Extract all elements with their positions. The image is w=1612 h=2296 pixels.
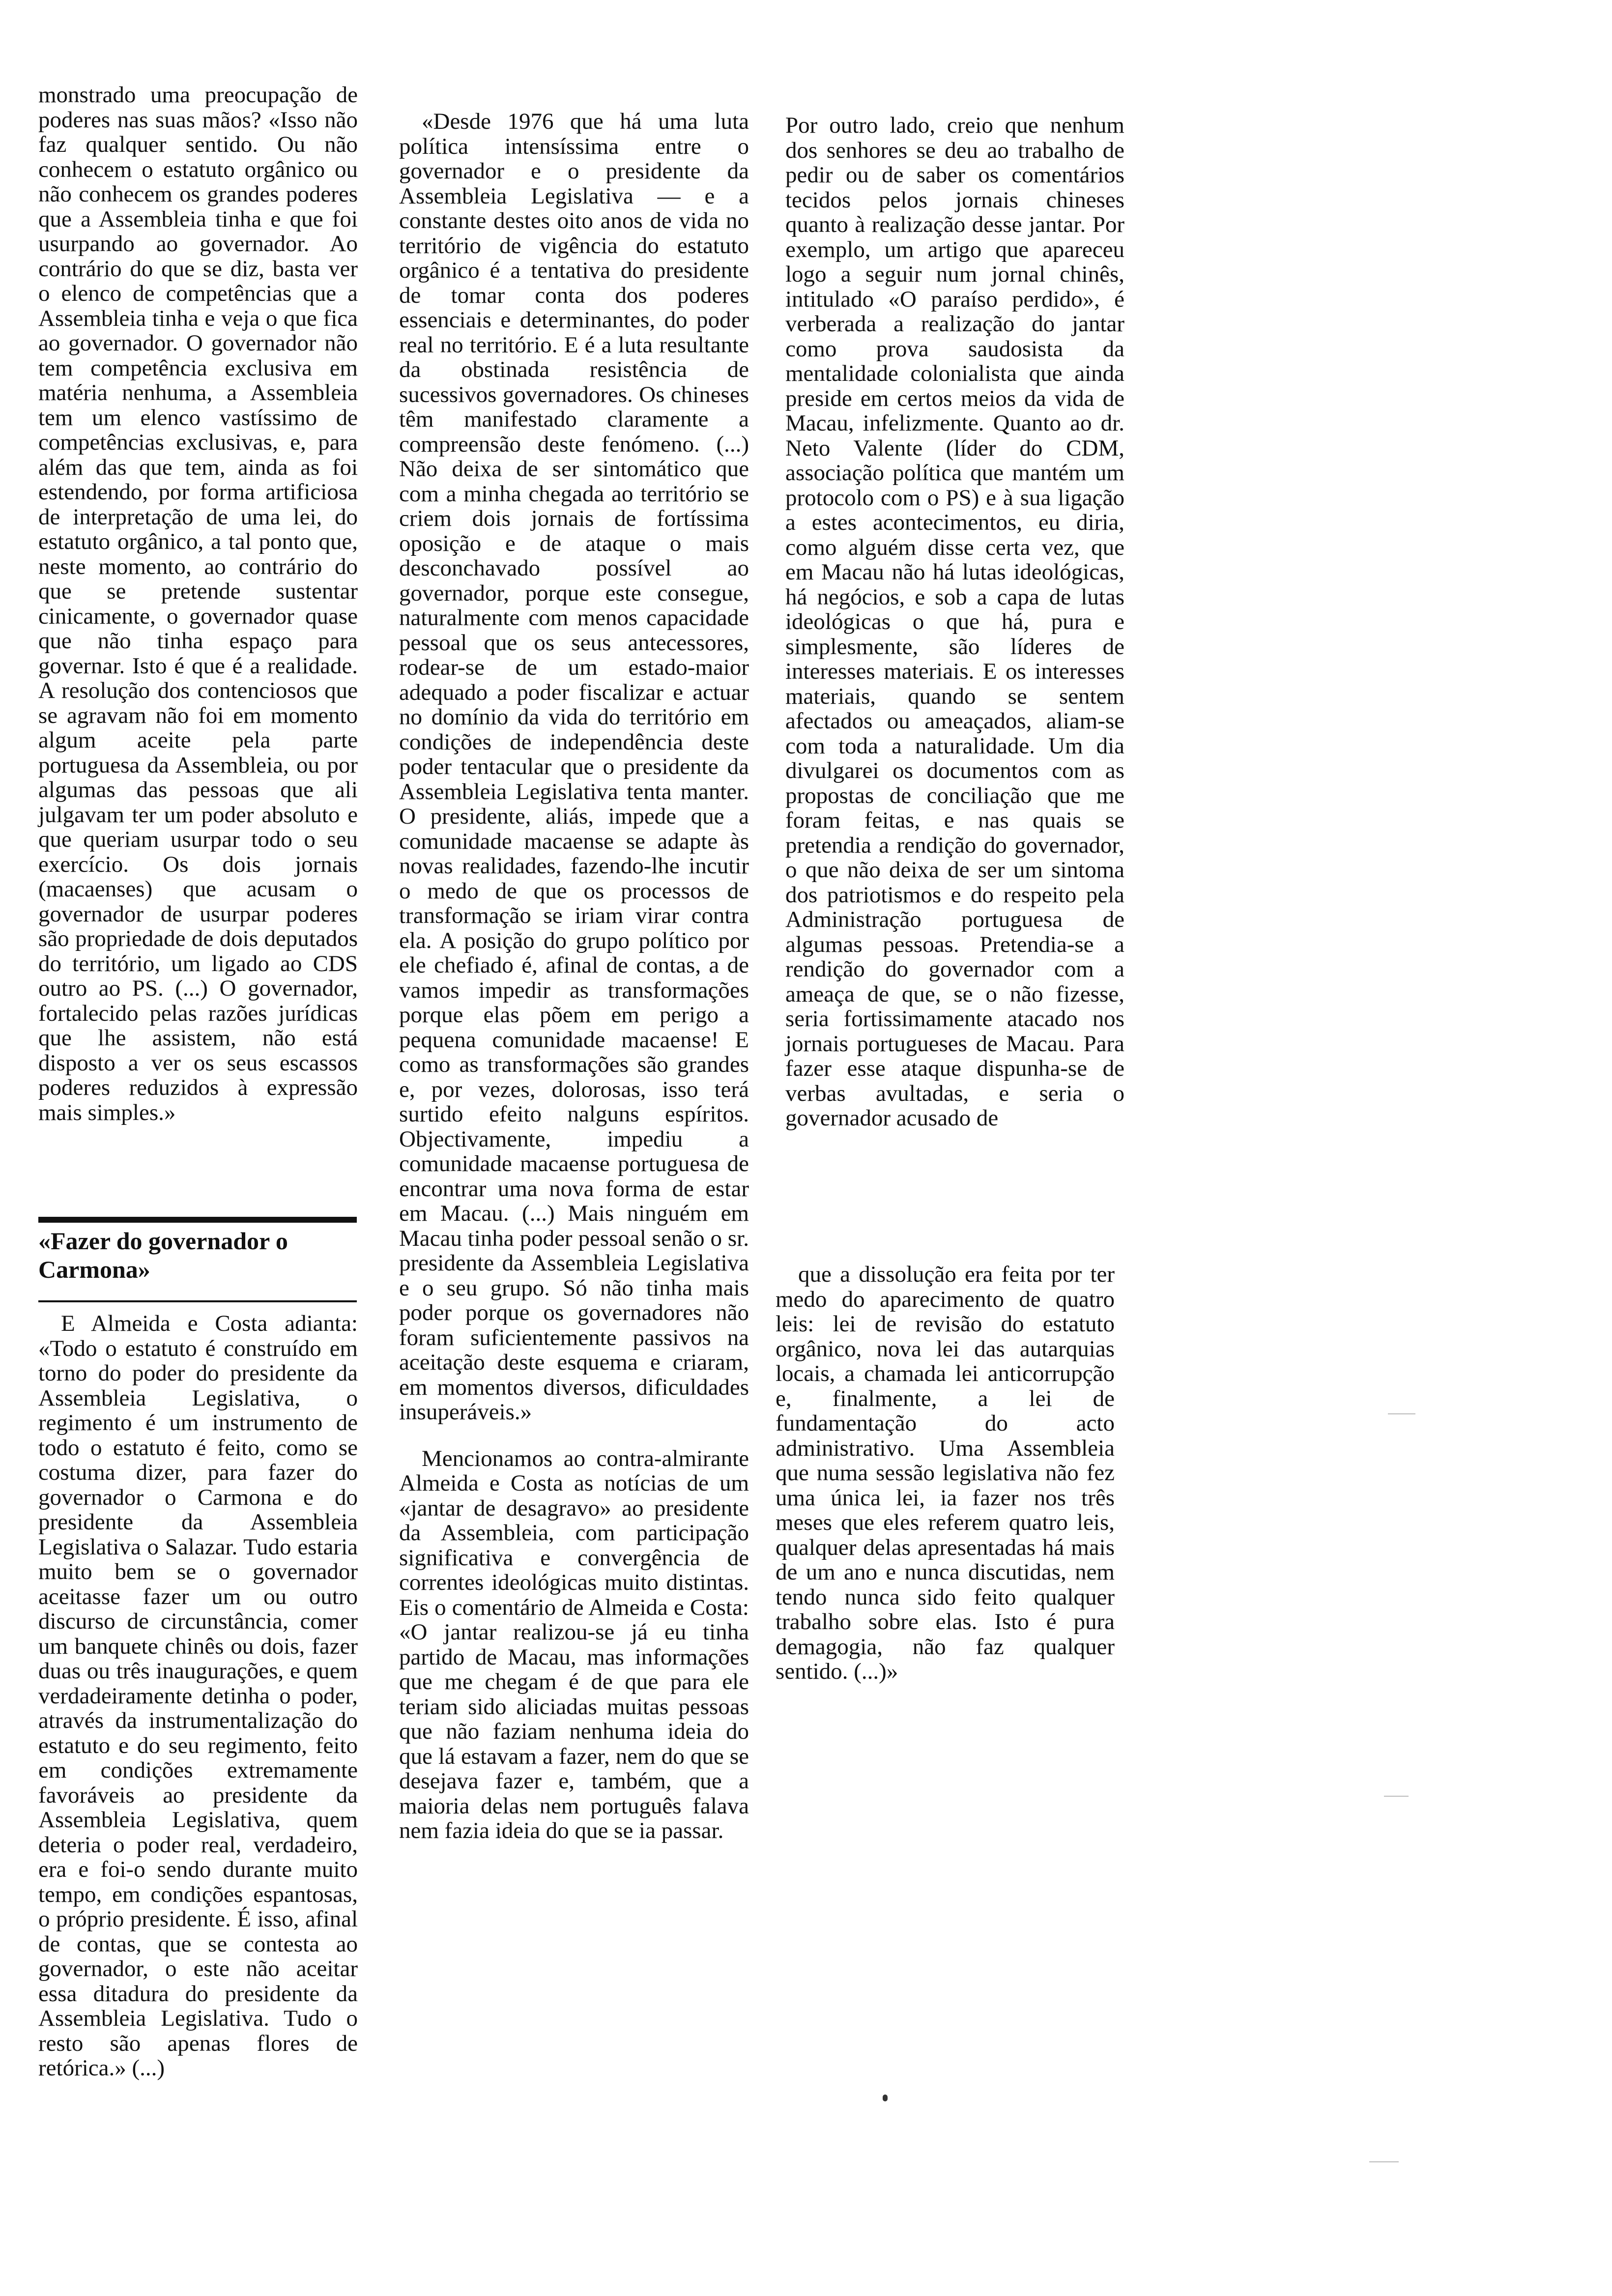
column-1-upper [38, 83, 358, 1125]
body-paragraph: «Desde 1976 que há uma luta política intensíssima entre o governador e o presidente da Assembleia Legislativa — e a constante destes oito anos de vida no território de vigência do estatuto orgânico é a tentativa do presidente de tomar conta dos poderes essenciais e determinantes, do poder real no território. E é a luta resultante da obstinada resistência de sucessivos governadores. Os chineses têm manifestado claramente a compreensão deste fenómeno. (...) Não deixa de ser sintomático que com a minha chegada ao território se criem dois jornais de fortíssima oposição e de ataque o mais desconchavado possível ao governador, porque este consegue, naturalmente com menos capacidade pessoal que os seus antecessores, rodear-se de um estado-maior adequado a poder fiscalizar e actuar no domínio da vida do território em condições de independência deste poder tentacular que o presidente da Assembleia Legislativa tenta manter. O presidente, aliás, impede que a comunidade macaense se adapte às novas realidades, fazendo-lhe incutir o medo de que os processos de transformação se iriam virar contra ela. A posição do grupo político por ele chefiado é, afinal de contas, a de vamos impedir as transformações porque elas põem em perigo a pequena comunidade macaense! E como as transformações são grandes e, por vezes, dolorosas, isso terá surtido efeito nalguns espíritos. Objectivamente, impediu a comunidade macaense portuguesa de encontrar uma nova forma de estar em Macau. (...) Mais ninguém em Macau tinha poder pessoal senão o sr. presidente da Assembleia Legislativa e o seu grupo. Só não tinha mais poder porque os governadores não foram suficientemente passivos na aceitação deste esquema e criaram, em momentos diversos, dificuldades insuperáveis.» [399, 109, 749, 1425]
scan-line [1369, 2161, 1399, 2162]
column-3-lower [776, 1262, 1115, 1684]
column-1-lower [38, 1311, 358, 2081]
body-paragraph: E Almeida e Costa adianta: «Todo o estatuto é construído em torno do poder do presidente da Assembleia Legislativa, o regimento é um instrumento de todo o estatuto é feito, como se costuma dizer, para fazer do governador o Carmona e do presidente da Assembleia Legislativa o Salazar. Tudo estaria muito bem se o governador aceitasse fazer um ou outro discurso de circunstância, comer um banquete chinês ou dois, fazer duas ou três inaugurações, e quem verdadeiramente detinha o poder, através da instrumentalização do estatuto e do seu regimento, feito em condições extremamente favoráveis ao presidente da Assembleia Legislativa, quem deteria o poder real, verdadeiro, era e foi-o sendo durante muito tempo, em condições espantosas, o próprio presidente. É isso, afinal de contas, que se contesta ao governador, o este não aceitar essa ditadura do presidente da Assembleia Legislativa. Tudo o resto são apenas flores de retórica.» (...) [38, 1311, 358, 2081]
body-paragraph: Por outro lado, creio que nenhum dos senhores se deu ao trabalho de pedir ou de saber os comentários tecidos pelos jornais chineses quanto à realização desse jantar. Por exemplo, um artigo que apareceu logo a seguir num jornal chinês, intitulado «O paraíso perdido», é verberada a realização do jantar como prova saudosista da mentalidade colonialista que ainda preside em certos meios da vida de Macau, infelizmente. Quanto ao dr. Neto Valente (líder do CDM, associação política que mantém um protocolo com o PS) e à sua ligação a estes acontecimentos, eu diria, como alguém disse certa vez, que em Macau não há lutas ideológicas, há negócios, e sob a capa de lutas ideológicas o que há, pura e simplesmente, são líderes de interesses materiais. E os interesses materiais, quando se sentem afectados ou ameaçados, aliam-se com toda a naturalidade. Um dia divulgarei os documentos com as propostas de conciliação que me foram feitas, e nas quais se pretendia a rendição do governador, o que não deixa de ser um sintoma dos patriotismos e do respeito pela Administração portuguesa de algumas pessoas. Pretendia-se a rendição do governador com a ameaça de que, se o não fizesse, seria fortissimamente atacado nos jornais portugueses de Macau. Para fazer esse ataque dispunha-se de verbas avultadas, e seria o governador acusado de [785, 113, 1124, 1131]
scan-line [1388, 1413, 1415, 1414]
column-2 [399, 109, 749, 1843]
body-paragraph: Mencionamos ao contra-almirante Almeida e Costa as notícias de um «jantar de desagravo» ao presidente da Assembleia, com participação significativa e convergência de correntes ideológicas muito distintas. Eis o comentário de Almeida e Costa: «O jantar realizou-se já eu tinha partido de Macau, mas informações que me chegam é de que para ele teriam sido aliciadas muitas pessoas que não faziam nenhuma ideia do que lá estavam a fazer, nem do que se desejava fazer e, também, que a maioria delas nem português falava nem fazia ideia do que se ia passar. [399, 1445, 749, 1843]
column-3-upper [785, 113, 1124, 1131]
scan-speck [883, 2095, 888, 2101]
section-rule-bottom [38, 1300, 357, 1302]
section-rule-top [38, 1217, 357, 1223]
body-paragraph: que a dissolução era feita por ter medo do aparecimento de quatro leis: lei de revisão do estatuto orgânico, nova lei das autarquias locais, a chamada lei anticorrupção e, finalmente, a lei de fundamentação do acto administrativo. Uma Assembleia que numa sessão legislativa não fez uma única lei, ia fazer nos três meses que eles referem quatro leis, qualquer delas apresentadas há mais de um ano e nunca discutidas, nem tendo nunca sido feito qualquer trabalho sobre elas. Isto é pura demagogia, não faz qualquer sentido. (...)» [776, 1262, 1115, 1684]
section-subheading: «Fazer do governador o Carmona» [38, 1227, 288, 1283]
scan-line [1384, 1796, 1409, 1797]
body-paragraph: monstrado uma preocupação de poderes nas suas mãos? «Isso não faz qualquer sentido. Ou não conhecem o estatuto orgânico ou não conhecem os grandes poderes que a Assembleia tinha e que foi usurpando ao governador. Ao contrário do que se diz, basta ver o elenco de competências que a Assembleia tinha e veja o que fica ao governador. O governador não tem competência exclusiva em matéria nenhuma, a Assembleia tem um elenco vastíssimo de competências exclusivas, e, para além das que tem, ainda as foi estendendo, por forma artificiosa de interpretação de uma lei, do estatuto orgânico, a tal ponto que, neste momento, ao contrário do que se pretende sustentar cinicamente, o governador quase que não tinha espaço para governar. Isto é que é a realidade. A resolução dos contenciosos que se agravam não foi em momento algum aceite pela parte portuguesa da Assembleia, ou por algumas das pessoas que ali julgavam ter um poder absoluto e que queriam usurpar todo o seu exercício. Os dois jornais (macaenses) que acusam o governador de usurpar poderes são propriedade de dois deputados do território, um ligado ao CDS outro ao PS. (...) O governador, fortalecido pelas razões jurídicas que lhe assistem, não está disposto a ver os seus escassos poderes reduzidos à expressão mais simples.» [38, 82, 358, 1125]
